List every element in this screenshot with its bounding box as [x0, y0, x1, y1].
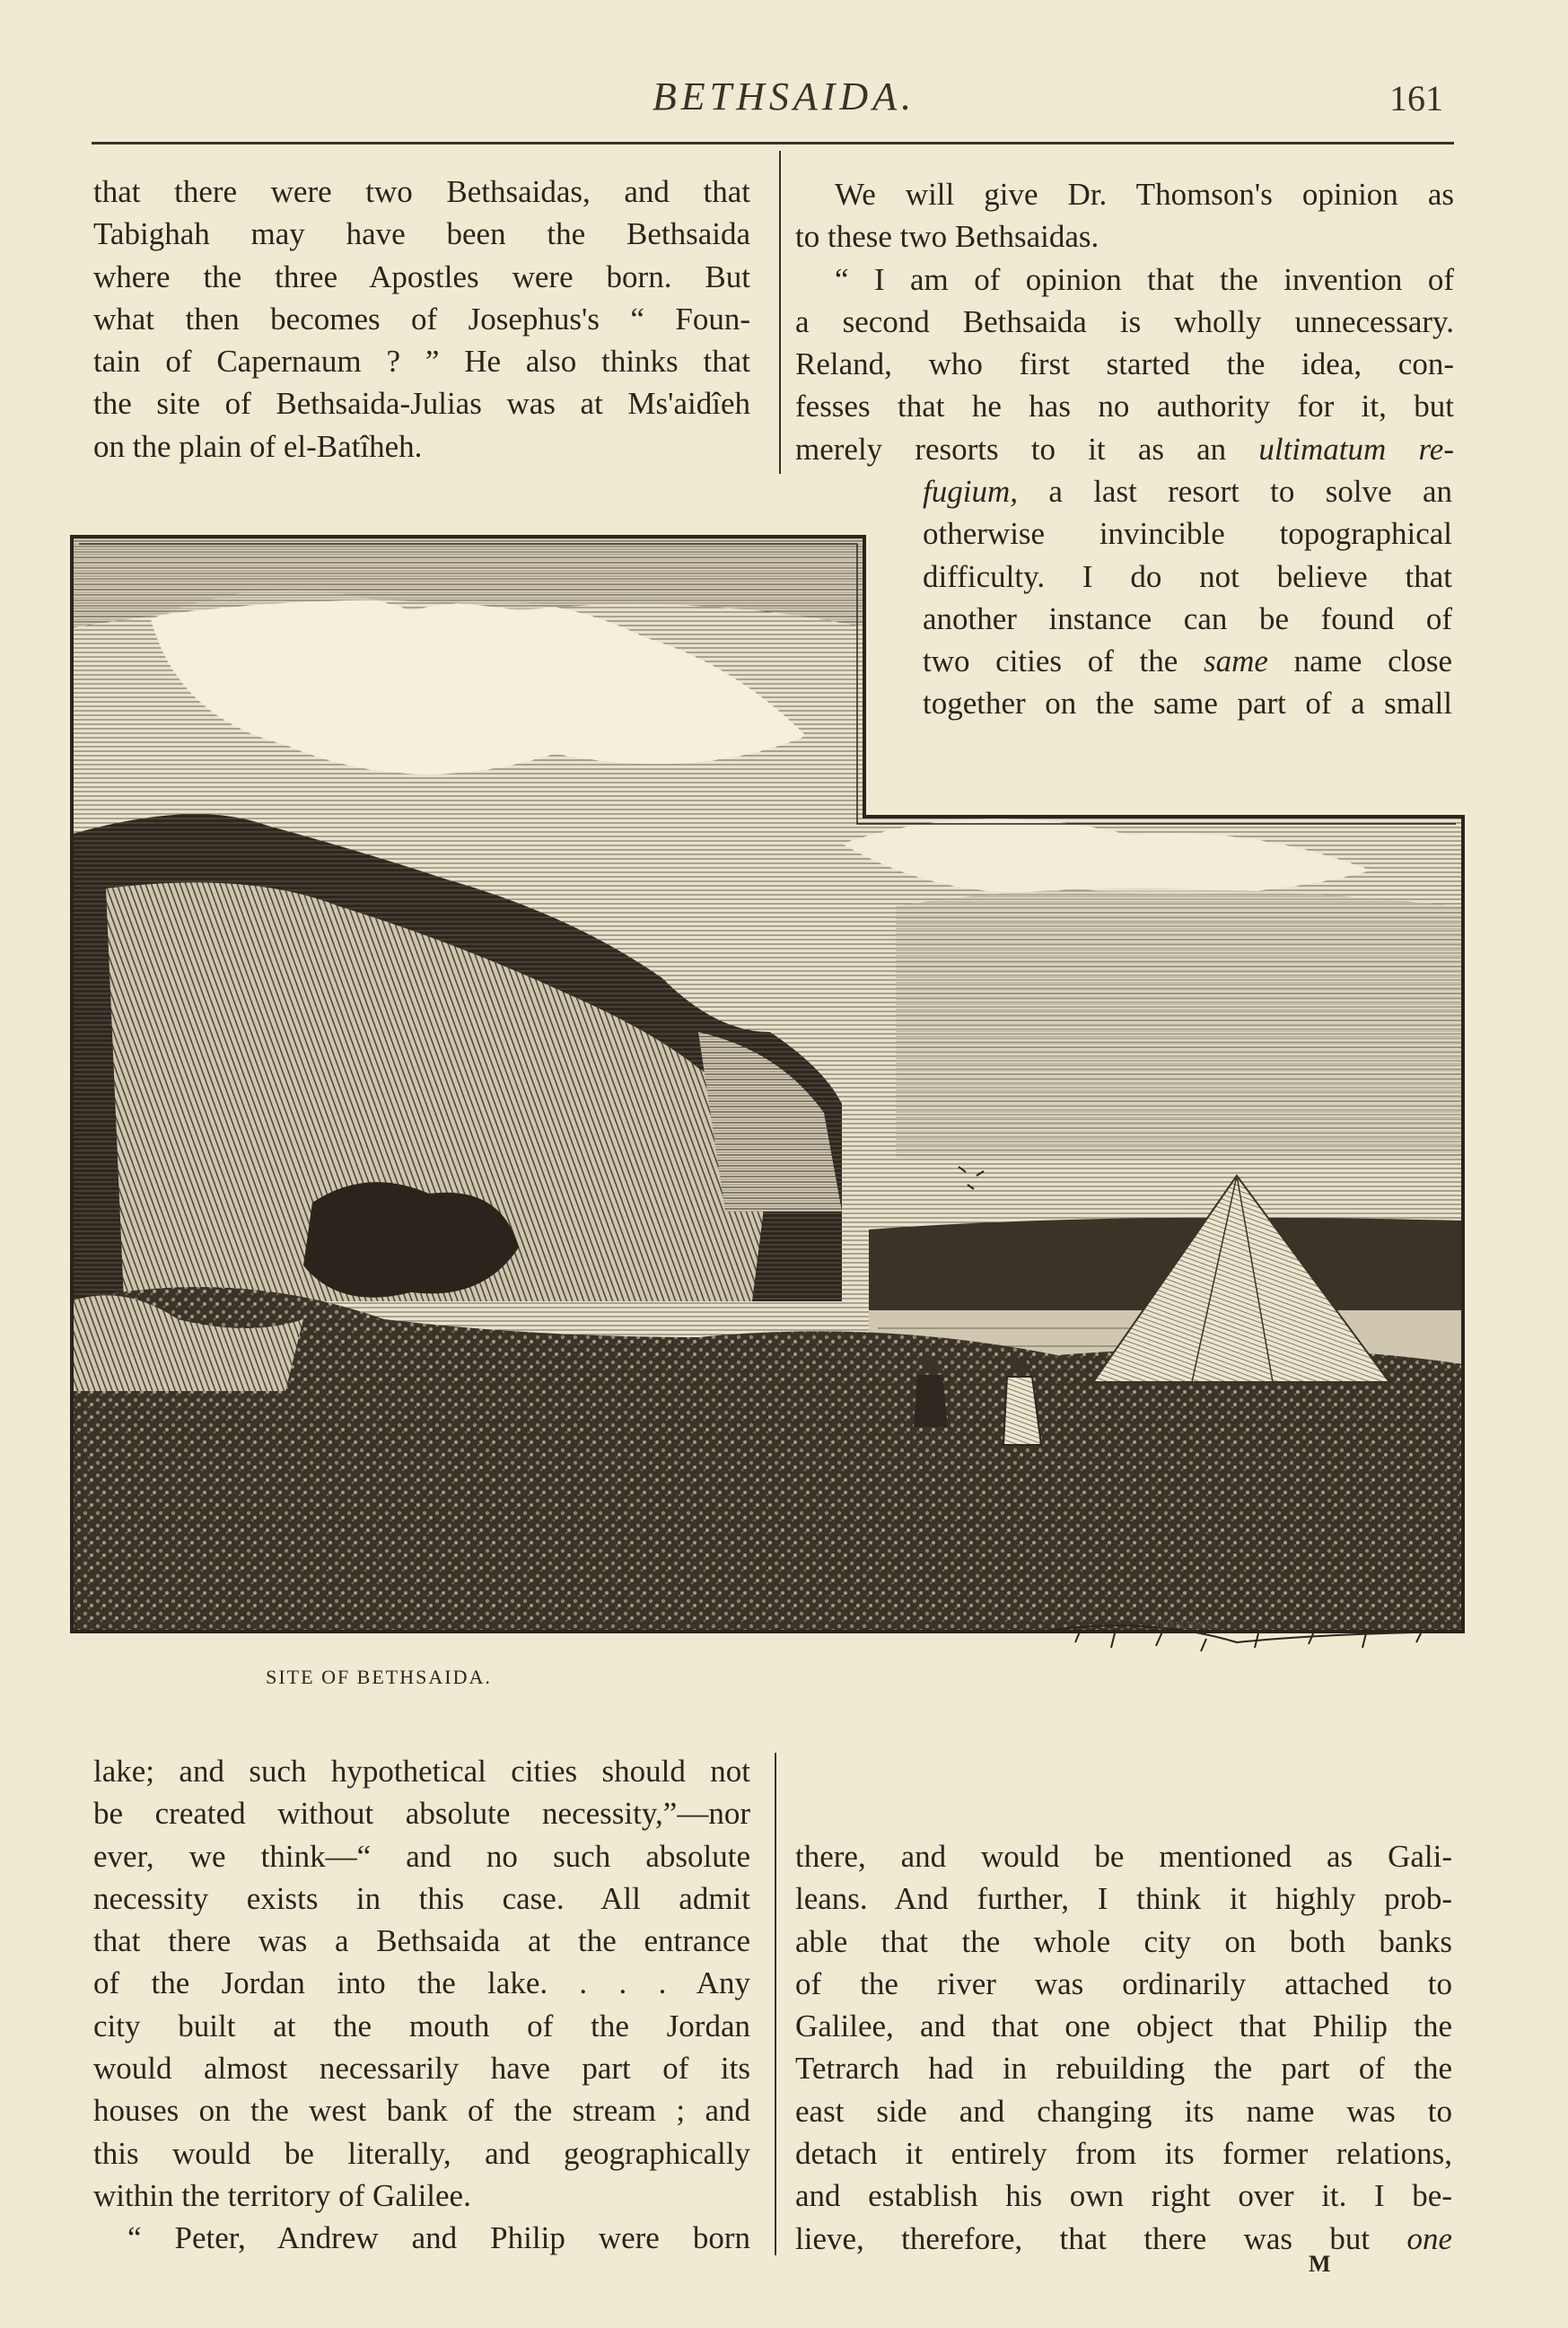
text-line: and establish his own right over it. I be- — [795, 2178, 1452, 2214]
text-line: a second Bethsaida is wholly unnecessary. — [795, 303, 1454, 339]
text-line: Galilee, and that one object that Philip the — [795, 2009, 1452, 2044]
italic-text: same — [1204, 643, 1268, 679]
italic-text: ultimatum re- — [1258, 431, 1454, 467]
text-line: Reland, who first started the idea, con- — [795, 346, 1454, 382]
text-run: lieve, therefore, that there was but — [795, 2220, 1407, 2256]
text-line: houses on the west bank of the stream ; and — [93, 2093, 750, 2129]
text-line: leans. And further, I think it highly prob- — [795, 1881, 1452, 1917]
text-line: otherwise invincible topographical — [923, 516, 1452, 552]
text-line: of the river was ordinarily attached to — [795, 1965, 1452, 2001]
text-line: to these two Bethsaidas. — [795, 219, 1099, 255]
text-line: Tetrarch had in rebuilding the part of the — [795, 2051, 1452, 2087]
engraver-mark: CHARLTON Sc. — [1156, 1621, 1218, 1631]
text-line: Tabighah may have been the Bethsaida — [93, 216, 750, 252]
text-line: able that the whole city on both banks — [795, 1923, 1452, 1959]
top-right-column — [795, 173, 1454, 470]
site-of-bethsaida-illustration — [70, 529, 1468, 1660]
text-run: name close — [1267, 643, 1452, 679]
illustration-caption: SITE OF BETHSAIDA. — [266, 1666, 492, 1688]
text-line: ever, we think—“ and no such absolute — [93, 1838, 750, 1874]
text-line: would almost necessarily have part of its — [93, 2051, 750, 2087]
running-head: BETHSAIDA. — [652, 74, 916, 118]
text-line: there, and would be mentioned as Gali- — [795, 1839, 1452, 1874]
text-line: this would be literally, and geographically — [93, 2135, 750, 2171]
text-run: two cities of the — [923, 643, 1204, 679]
text-line: necessity exists in this case. All admit — [93, 1880, 750, 1916]
text-line: We will give Dr. Thomson's opinion as — [835, 177, 1454, 212]
text-run: merely resorts to it as an — [795, 431, 1259, 467]
page-number: 161 — [1389, 78, 1443, 118]
text-line: another instance can be found of — [923, 600, 1452, 636]
text-line: be created without absolute necessity,”—nor — [93, 1796, 750, 1832]
text-line: “ Peter, Andrew and Philip were born — [127, 2220, 750, 2256]
bottom-left-column — [93, 1750, 750, 2260]
text-line: fesses that he has no authority for it, but — [795, 389, 1454, 424]
italic-text: one — [1406, 2220, 1452, 2256]
text-line: what then becomes of Josephus's “ Foun- — [93, 301, 750, 337]
text-line: that there was a Bethsaida at the entrance — [93, 1923, 750, 1959]
header-rule — [92, 142, 1454, 144]
text-line: where the three Apostles were born. But — [93, 258, 750, 294]
text-line: that there were two Bethsaidas, and that — [93, 174, 750, 209]
text-line: on the plain of el-Batîheh. — [93, 428, 423, 464]
text-line: “ I am of opinion that the invention of — [835, 261, 1454, 297]
top-left-column — [93, 171, 750, 468]
signature-mark: M — [1309, 2251, 1332, 2277]
text-line: the site of Bethsaida-Julias was at Ms'aidîeh — [93, 386, 750, 422]
italic-text: fugium, — [923, 474, 1018, 509]
text-line: lake; and such hypothetical cities should not — [93, 1754, 750, 1789]
bottom-right-column — [795, 1835, 1452, 2260]
text-line: difficulty. I do not believe that — [923, 558, 1452, 594]
text-line — [923, 470, 1452, 512]
text-line: together on the same part of a small — [923, 686, 1452, 722]
column-divider-bottom — [775, 1753, 776, 2255]
text-line: of the Jordan into the lake. . . . Any — [93, 1965, 750, 2001]
text-line — [795, 2218, 1452, 2260]
text-line — [795, 428, 1454, 470]
text-line: detach it entirely from its former relations, — [795, 2136, 1452, 2172]
column-divider-top — [779, 151, 781, 474]
text-line: east side and changing its name was to — [795, 2093, 1452, 2129]
text-line: tain of Capernaum ? ” He also thinks that — [93, 344, 750, 380]
text-line: city built at the mouth of the Jordan — [93, 2008, 750, 2044]
text-run: a last resort to solve an — [1017, 474, 1452, 509]
text-line: within the territory of Galilee. — [93, 2177, 471, 2213]
